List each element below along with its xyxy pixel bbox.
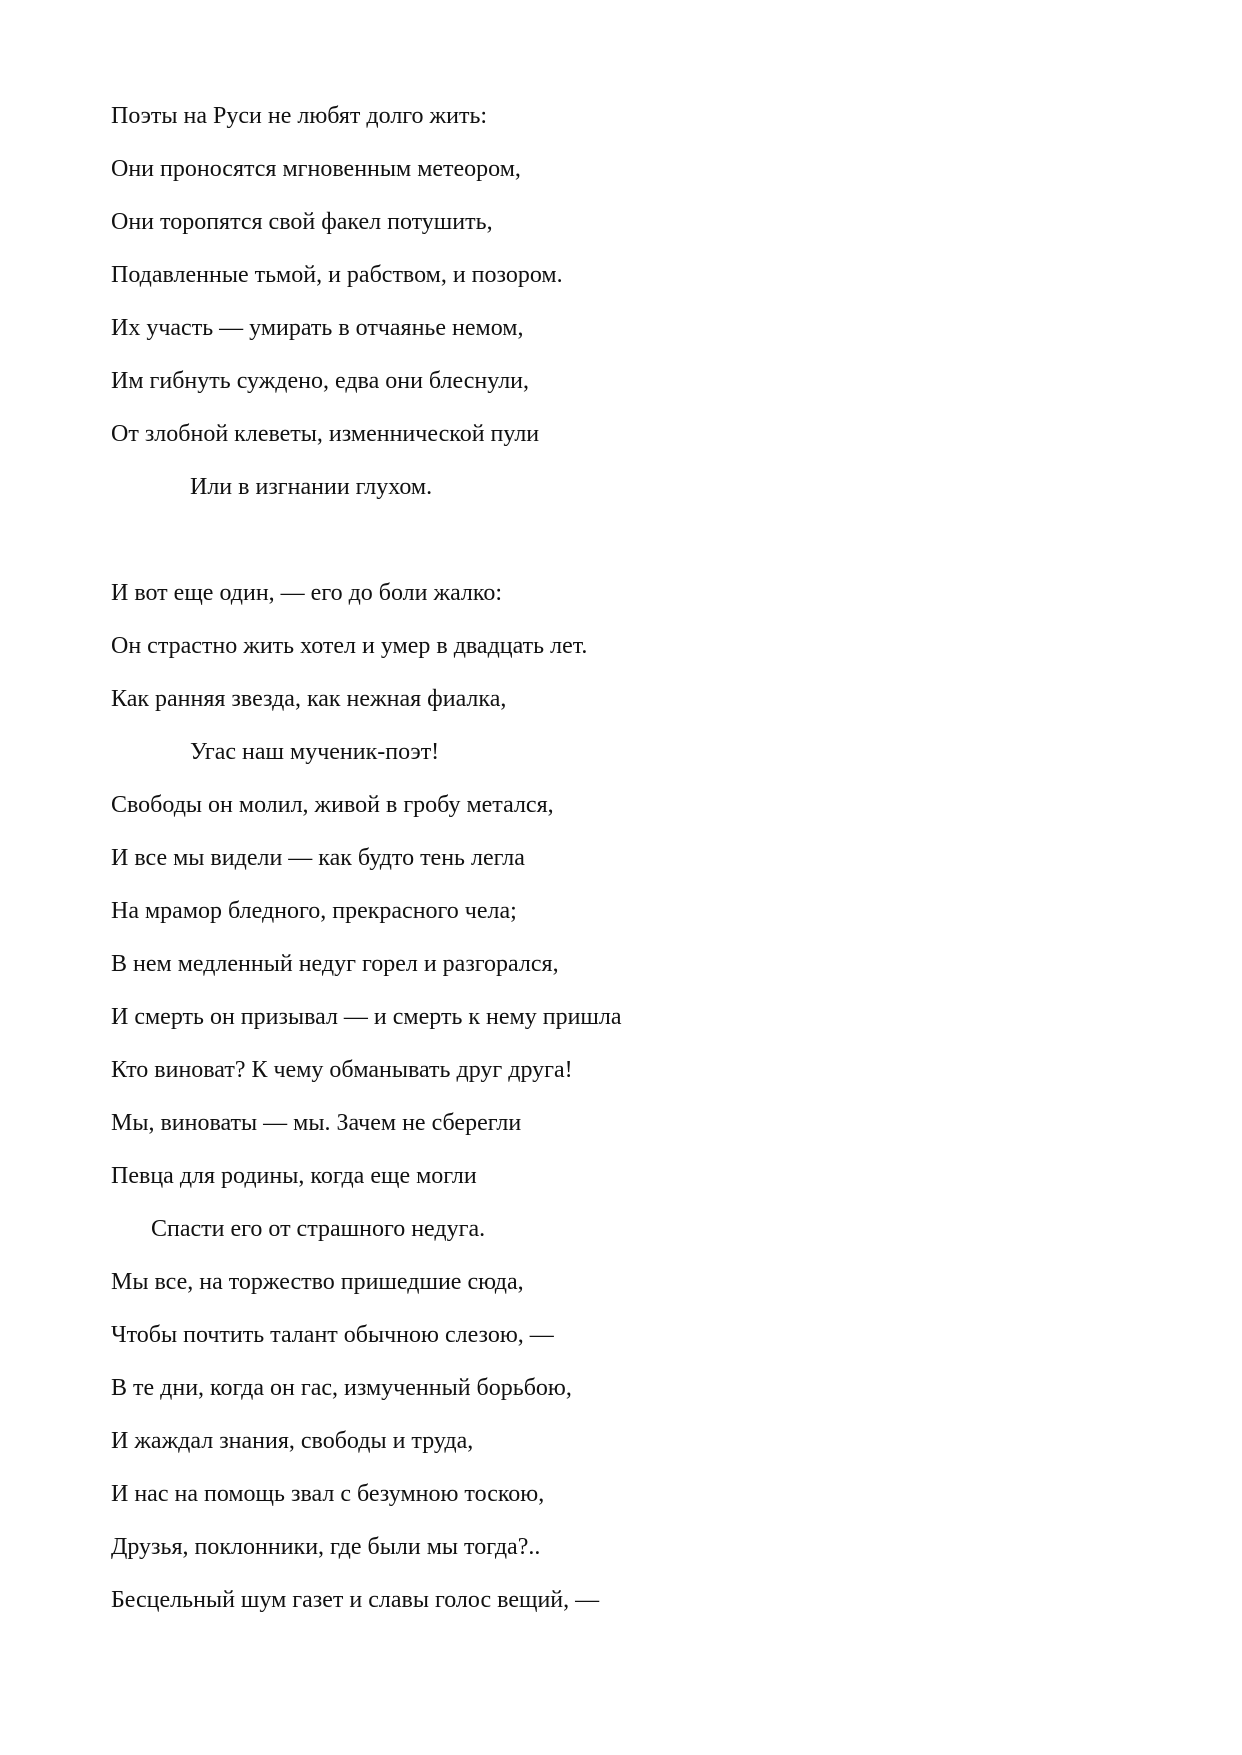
poem-line: Он страстно жить хотел и умер в двадцать лет. bbox=[111, 633, 588, 659]
poem-line: Они проносятся мгновенным метеором, bbox=[111, 156, 521, 182]
poem-line: И вот еще один, — его до боли жалко: bbox=[111, 580, 503, 606]
poem-line: Мы, виноваты — мы. Зачем не сберегли bbox=[111, 1110, 522, 1136]
poem-line: От злобной клеветы, изменнической пули bbox=[111, 421, 540, 447]
poem-line-indented: Угас наш мученик-поэт! bbox=[190, 739, 440, 765]
poem-line: Друзья, поклонники, где были мы тогда?.. bbox=[111, 1534, 541, 1560]
poem-line: Как ранняя звезда, как нежная фиалка, bbox=[111, 686, 507, 712]
poem-line: И жаждал знания, свободы и труда, bbox=[111, 1428, 474, 1454]
poem-line: Чтобы почтить талант обычною слезою, — bbox=[111, 1322, 554, 1348]
poem-text bbox=[111, 104, 1131, 1641]
poem-line: На мрамор бледного, прекрасного чела; bbox=[111, 898, 517, 924]
poem-line: Певца для родины, когда еще могли bbox=[111, 1163, 477, 1189]
poem-line: Подавленные тьмой, и рабством, и позором. bbox=[111, 262, 563, 288]
poem-line: Кто виноват? К чему обманывать друг друга! bbox=[111, 1057, 573, 1083]
poem-line: И нас на помощь звал с безумною тоскою, bbox=[111, 1481, 545, 1507]
poem-line: Бесцельный шум газет и славы голос вещий, — bbox=[111, 1587, 600, 1613]
poem-line: В те дни, когда он гас, измученный борьбою, bbox=[111, 1375, 572, 1401]
poem-line: Мы все, на торжество пришедшие сюда, bbox=[111, 1269, 524, 1295]
poem-line-indented: Спасти его от страшного недуга. bbox=[151, 1216, 486, 1242]
poem-line: И смерть он призывал — и смерть к нему пришла bbox=[111, 1004, 622, 1030]
poem-line: Они торопятся свой факел потушить, bbox=[111, 209, 493, 235]
poem-line: Поэты на Руси не любят долго жить: bbox=[111, 103, 488, 129]
poem-line: Их участь — умирать в отчаянье немом, bbox=[111, 315, 524, 341]
poem-line: И все мы видели — как будто тень легла bbox=[111, 845, 525, 871]
poem-line: Им гибнуть суждено, едва они блеснули, bbox=[111, 368, 530, 394]
poem-line: В нем медленный недуг горел и разгорался, bbox=[111, 951, 559, 977]
poem-line-indented: Или в изгнании глухом. bbox=[190, 474, 433, 500]
stanza-break bbox=[111, 528, 1131, 581]
poem-line: Свободы он молил, живой в гробу метался, bbox=[111, 792, 554, 818]
